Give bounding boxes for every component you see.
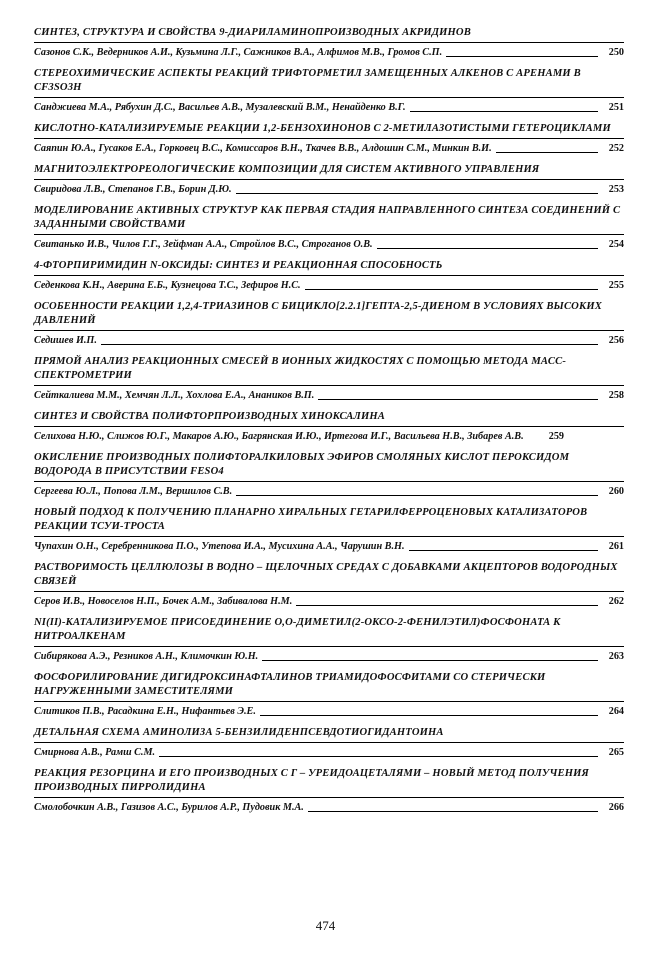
- toc-entry: [34, 26, 624, 60]
- entry-page-number: 250: [608, 47, 624, 58]
- leader-line: [305, 289, 598, 290]
- entry-authors: Свиридова Л.В., Степанов Г.В., Борин Д.Ю.: [34, 184, 232, 195]
- entry-title: СИНТЕЗ И СВОЙСТВА ПОЛИФТОРПРОИЗВОДНЫХ ХИНОКСАЛИНА: [34, 411, 385, 422]
- authors-row: [34, 183, 624, 197]
- leader-line: [159, 756, 598, 757]
- leader-line: [296, 605, 598, 606]
- authors-row: [34, 540, 624, 554]
- title-rule: [34, 481, 624, 482]
- toc-entry: [34, 726, 624, 760]
- entry-title: NI(II)-КАТАЛИЗИРУЕМОЕ ПРИСОЕДИНЕНИЕ О,О-ДИМЕТИЛ(2-ОКСО-2-ФЕНИЛЭТИЛ)ФОСФОНАТА К НИТРОАЛКЕНАМ: [34, 617, 561, 642]
- leader-line: [308, 811, 598, 812]
- entry-page-number: 264: [608, 706, 624, 717]
- leader-line: [409, 550, 599, 551]
- leader-line: [262, 660, 598, 661]
- entry-authors: Свитанько И.В., Чилов Г.Г., Зейфман А.А., Стройлов В.С., Строганов О.В.: [34, 239, 373, 250]
- authors-row: [34, 334, 624, 348]
- entry-authors: Седенкова К.Н., Аверина Е.Б., Кузнецова Т.С., Зефиров Н.С.: [34, 280, 301, 291]
- authors-row: [34, 746, 624, 760]
- authors-row: [34, 430, 624, 444]
- table-of-contents: [34, 26, 624, 822]
- toc-entry: [34, 451, 624, 499]
- authors-row: [34, 389, 624, 403]
- title-rule: [34, 330, 624, 331]
- toc-entry: [34, 671, 624, 719]
- authors-row: [34, 705, 624, 719]
- entry-authors: Серов И.В., Новоселов Н.П., Бочек А.М., Забивалова Н.М.: [34, 596, 293, 607]
- entry-title: КИСЛОТНО-КАТАЛИЗИРУЕМЫЕ РЕАКЦИИ 1,2-БЕНЗОХИНОНОВ С 2-МЕТИЛАЗОТИСТЫМИ ГЕТЕРОЦИКЛАМИ: [34, 123, 611, 134]
- toc-entry: [34, 355, 624, 403]
- authors-row: [34, 46, 624, 60]
- toc-entry: [34, 259, 624, 293]
- title-rule: [34, 536, 624, 537]
- entry-title: 4-ФТОРПИРИМИДИН N-ОКСИДЫ: СИНТЕЗ И РЕАКЦИОННАЯ СПОСОБНОСТЬ: [34, 260, 443, 271]
- entry-page-number: 252: [608, 143, 624, 154]
- title-rule: [34, 138, 624, 139]
- entry-authors: Сазонов С.К., Ведерников А.И., Кузьмина Л.Г., Сажников В.А., Алфимов М.В., Громов С.П.: [34, 47, 443, 58]
- leader-line: [318, 399, 598, 400]
- title-rule: [34, 742, 624, 743]
- entry-authors: Сергеева Ю.Л., Попова Л.М., Вершилов С.В.: [34, 486, 233, 497]
- entry-title: МАГНИТОЭЛЕКТРОРЕОЛОГИЧЕСКИЕ КОМПОЗИЦИИ ДЛЯ СИСТЕМ АКТИВНОГО УПРАВЛЕНИЯ: [34, 164, 540, 175]
- entry-title: ФОСФОРИЛИРОВАНИЕ ДИГИДРОКСИНАФТАЛИНОВ ТРИАМИДОФОСФИТАМИ СО СТЕРИЧЕСКИ НАГРУЖЕННЫМИ ЗАМЕСТИТЕЛЯМИ: [34, 672, 546, 697]
- title-rule: [34, 234, 624, 235]
- leader-line: [236, 193, 598, 194]
- authors-row: [34, 595, 624, 609]
- leader-line: [260, 715, 598, 716]
- entry-page-number: 261: [608, 541, 624, 552]
- entry-title: ОСОБЕННОСТИ РЕАКЦИИ 1,2,4-ТРИАЗИНОВ С БИЦИКЛО[2.2.1]ГЕПТА-2,5-ДИЕНОМ В УСЛОВИЯХ ВЫСОКИХ ДАВЛЕНИЙ: [34, 301, 602, 326]
- authors-row: [34, 485, 624, 499]
- entry-title: МОДЕЛИРОВАНИЕ АКТИВНЫХ СТРУКТУР КАК ПЕРВАЯ СТАДИЯ НАПРАВЛЕННОГО СИНТЕЗА СОЕДИНЕНИЙ С ЗАДАННЫМИ СВОЙСТВАМИ: [34, 205, 621, 230]
- leader-line: [101, 344, 598, 345]
- title-rule: [34, 701, 624, 702]
- authors-row: [34, 101, 624, 115]
- toc-entry: [34, 410, 624, 444]
- title-rule: [34, 385, 624, 386]
- entry-title: РЕАКЦИЯ РЕЗОРЦИНА И ЕГО ПРОИЗВОДНЫХ С Γ – УРЕИДОАЦЕТАЛЯМИ – НОВЫЙ МЕТОД ПОЛУЧЕНИЯ ПРОИЗВОДНЫХ ПИРРОЛИДИНА: [34, 768, 589, 793]
- title-rule: [34, 42, 624, 43]
- entry-page-number: 256: [608, 335, 624, 346]
- entry-authors: Сибирякова А.Э., Резников А.Н., Климочкин Ю.Н.: [34, 651, 259, 662]
- toc-entry: [34, 561, 624, 609]
- entry-title: ДЕТАЛЬНАЯ СХЕМА АМИНОЛИЗА 5-БЕНЗИЛИДЕНПСЕВДОТИОГИДАНТОИНА: [34, 727, 444, 738]
- entry-title: СТЕРЕОХИМИЧЕСКИЕ АСПЕКТЫ РЕАКЦИЙ ТРИФТОРМЕТИЛ ЗАМЕЩЕННЫХ АЛКЕНОВ С АРЕНАМИ В CF3SO3H: [34, 68, 581, 93]
- toc-entry: [34, 163, 624, 197]
- title-rule: [34, 179, 624, 180]
- entry-page-number: 265: [608, 747, 624, 758]
- title-rule: [34, 275, 624, 276]
- leader-line: [410, 111, 598, 112]
- entry-authors: Сейткалиева М.М., Хемчян Л.Л., Хохлова Е.А., Анаников В.П.: [34, 390, 315, 401]
- entry-authors: Смирнова А.В., Рамш С.М.: [34, 747, 156, 758]
- entry-page-number: 259: [548, 431, 564, 442]
- entry-title: ОКИСЛЕНИЕ ПРОИЗВОДНЫХ ПОЛИФТОРАЛКИЛОВЫХ ЭФИРОВ СМОЛЯНЫХ КИСЛОТ ПЕРОКСИДОМ ВОДОРОДА В ПРИСУТСТВИИ FESO4: [34, 452, 570, 477]
- entry-page-number: 258: [608, 390, 624, 401]
- entry-authors: Чупахин О.Н., Серебренникова П.О., Утепова И.А., Мусихина А.А., Чарушин В.Н.: [34, 541, 405, 552]
- entry-title: НОВЫЙ ПОДХОД К ПОЛУЧЕНИЮ ПЛАНАРНО ХИРАЛЬНЫХ ГЕТАРИЛФЕРРОЦЕНОВЫХ КАТАЛИЗАТОРОВ РЕАКЦИИ ТСУИ-ТРОСТА: [34, 507, 588, 532]
- entry-page-number: 255: [608, 280, 624, 291]
- authors-row: [34, 279, 624, 293]
- entry-authors: Слитиков П.В., Расадкина Е.Н., Нифантьев Э.Е.: [34, 706, 256, 717]
- page-number: 474: [315, 918, 336, 933]
- title-rule: [34, 591, 624, 592]
- leader-line: [496, 152, 598, 153]
- authors-row: [34, 142, 624, 156]
- toc-entry: [34, 506, 624, 554]
- entry-title: РАСТВОРИМОСТЬ ЦЕЛЛЮЛОЗЫ В ВОДНО – ЩЕЛОЧНЫХ СРЕДАХ С ДОБАВКАМИ АКЦЕПТОРОВ ВОДОРОДНЫХ СВЯЗЕЙ: [34, 562, 618, 587]
- leader-line: [236, 495, 598, 496]
- entry-title: ПРЯМОЙ АНАЛИЗ РЕАКЦИОННЫХ СМЕСЕЙ В ИОННЫХ ЖИДКОСТЯХ С ПОМОЩЬЮ МЕТОДА МАСС-СПЕКТРОМЕТРИИ: [34, 356, 566, 381]
- entry-page-number: 253: [608, 184, 624, 195]
- entry-page-number: 254: [608, 239, 624, 250]
- leader-line: [446, 56, 598, 57]
- entry-authors: Смолобочкин А.В., Газизов А.С., Бурилов А.Р., Пудовик М.А.: [34, 802, 304, 813]
- authors-row: [34, 238, 624, 252]
- entry-page-number: 266: [608, 802, 624, 813]
- title-rule: [34, 426, 624, 427]
- leader-line: [377, 248, 598, 249]
- toc-entry: [34, 767, 624, 815]
- entry-title: СИНТЕЗ, СТРУКТУРА И СВОЙСТВА 9-ДИАРИЛАМИНОПРОИЗВОДНЫХ АКРИДИНОВ: [34, 27, 471, 38]
- title-rule: [34, 97, 624, 98]
- title-rule: [34, 646, 624, 647]
- entry-page-number: 251: [608, 102, 624, 113]
- entry-page-number: 262: [608, 596, 624, 607]
- authors-row: [34, 801, 624, 815]
- toc-entry: [34, 67, 624, 115]
- toc-entry: [34, 122, 624, 156]
- entry-authors: Санджиева М.А., Рябухин Д.С., Васильев А.В., Музалевский В.М., Ненайденко В.Г.: [34, 102, 406, 113]
- toc-entry: [34, 616, 624, 664]
- toc-entry: [34, 204, 624, 252]
- toc-entry: [34, 300, 624, 348]
- entry-authors: Саяпин Ю.А., Гусаков Е.А., Горковец В.С., Комиссаров В.Н., Ткачев В.В., Алдошин С.М., Минкин В.И.: [34, 143, 492, 154]
- authors-row: [34, 650, 624, 664]
- entry-authors: Седишев И.П.: [34, 335, 97, 346]
- entry-authors: Селихова Н.Ю., Слижов Ю.Г., Макаров А.Ю., Багрянская И.Ю., Иртегова И.Г., Васильева Н.В., Зибарев А.В.: [34, 431, 524, 442]
- entry-page-number: 260: [608, 486, 624, 497]
- entry-page-number: 263: [608, 651, 624, 662]
- title-rule: [34, 797, 624, 798]
